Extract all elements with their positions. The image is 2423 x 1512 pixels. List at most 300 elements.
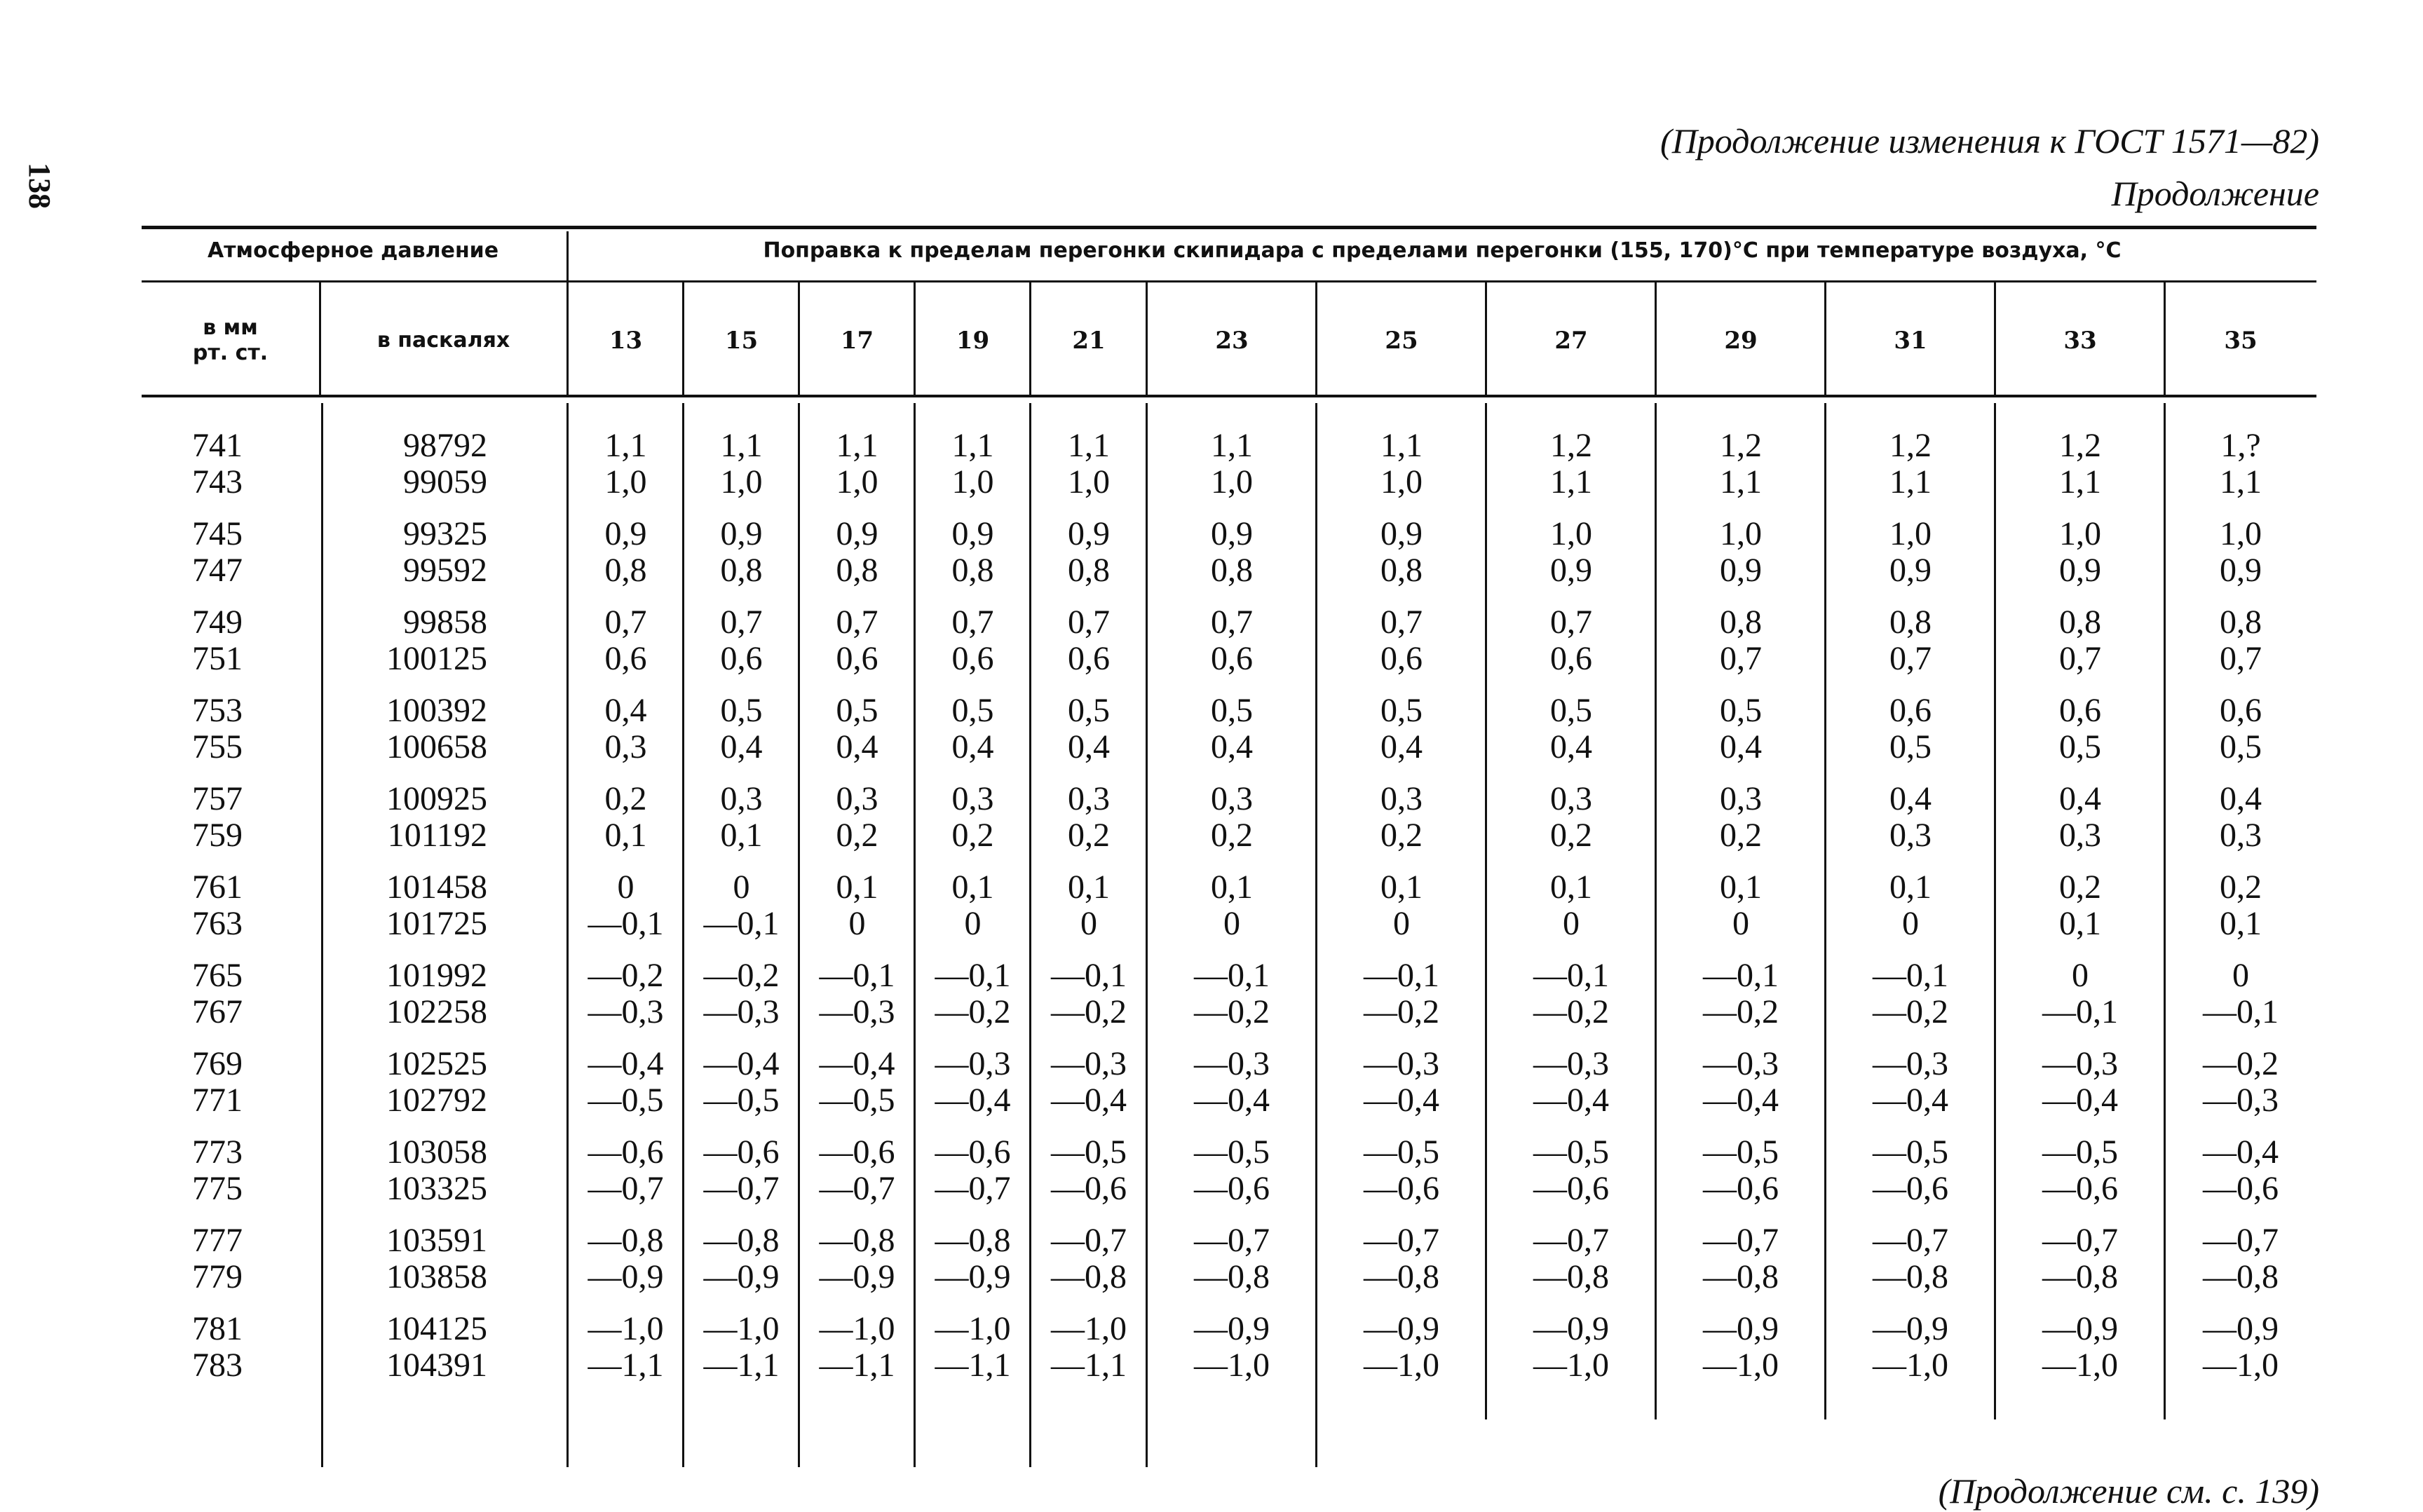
- correction-cell: —0,3: [2203, 1082, 2279, 1119]
- correction-cell: 0,7: [1211, 604, 1253, 641]
- correction-cell: —0,4: [819, 1045, 895, 1082]
- temperature-header: 25: [1385, 327, 1418, 355]
- column-temperature: [1486, 428, 1656, 1399]
- correction-cell: 0: [1902, 905, 1919, 942]
- correction-cell: 1,0: [2059, 515, 2101, 552]
- correction-cell: —0,7: [703, 1170, 780, 1207]
- correction-cell: 1,0: [2220, 515, 2262, 552]
- correction-cell: —1,0: [1364, 1347, 1439, 1384]
- row-group: [684, 958, 799, 1046]
- row-group: [1826, 693, 1995, 781]
- row-group: [1656, 1311, 1826, 1399]
- correction-cell: 0,4: [720, 728, 763, 765]
- row-group: [799, 1311, 915, 1399]
- pressure-pa-cell: 100658: [386, 728, 487, 765]
- temperature-header: 33: [2063, 327, 2097, 355]
- row-group: [1656, 958, 1826, 1046]
- pressure-mm-cell: 747: [192, 552, 243, 589]
- correction-cell: —0,6: [1703, 1170, 1779, 1207]
- correction-cell: —0,7: [588, 1170, 664, 1207]
- correction-cell: —0,5: [703, 1082, 780, 1119]
- pressure-pa-cell: 99592: [403, 552, 487, 589]
- correction-cell: —0,5: [1194, 1133, 1270, 1171]
- row-group: [799, 693, 915, 781]
- correction-cell: 1,1: [2059, 463, 2101, 500]
- row-group: [1995, 781, 2165, 869]
- pressure-mm-cell: 759: [192, 817, 243, 854]
- correction-cell: —0,7: [1703, 1222, 1779, 1259]
- correction-cell: —0,7: [1194, 1222, 1270, 1259]
- correction-cell: —0,4: [2042, 1082, 2118, 1119]
- continuation-note: (Продолжение см. с. 139): [1938, 1471, 2319, 1511]
- pressure-pa-cell: 101992: [386, 957, 487, 994]
- correction-cell: —0,1: [1533, 957, 1609, 994]
- correction-cell: 1,0: [1889, 515, 1932, 552]
- column-temperature: [1826, 428, 1995, 1399]
- row-group: [915, 958, 1031, 1046]
- correction-cell: 0: [1732, 905, 1749, 942]
- correction-cell: 0,8: [1380, 552, 1423, 589]
- pressure-pa-cell: 103058: [386, 1133, 487, 1171]
- temperature-header: 15: [724, 327, 759, 355]
- correction-cell: 1,1: [604, 427, 647, 464]
- correction-cell: 0,2: [1720, 817, 1762, 854]
- correction-cell: 0,6: [1889, 692, 1932, 729]
- row-group: [2165, 428, 2316, 516]
- correction-cell: —0,2: [1051, 993, 1127, 1030]
- column-mm-hg: [161, 428, 273, 1399]
- correction-cell: 0,2: [2220, 869, 2262, 906]
- row-group: [1995, 604, 2165, 693]
- row-group: [568, 869, 684, 958]
- row-group: [1031, 958, 1147, 1046]
- correction-cell: —1,0: [935, 1310, 1011, 1347]
- row-group: [1826, 604, 1995, 693]
- correction-cell: 0,4: [1211, 728, 1253, 765]
- row-group: [1486, 516, 1656, 604]
- row-group: [1147, 958, 1317, 1046]
- correction-cell: —0,2: [1194, 993, 1270, 1030]
- row-group: [915, 1222, 1031, 1311]
- correction-cell: 1,2: [1720, 427, 1762, 464]
- correction-cell: 0,7: [720, 604, 763, 641]
- row-group: [2165, 1311, 2316, 1399]
- correction-cell: 1,2: [1550, 427, 1592, 464]
- column-pascal: [330, 428, 487, 1399]
- correction-cell: 1,1: [1889, 463, 1932, 500]
- correction-cell: —0,6: [1364, 1170, 1439, 1207]
- row-group: [1826, 516, 1995, 604]
- pressure-pa-cell: 100925: [386, 780, 487, 817]
- correction-cell: 1,0: [951, 463, 994, 500]
- correction-cell: 0,7: [2059, 640, 2101, 677]
- row-group: [684, 1046, 799, 1134]
- row-group: [799, 781, 915, 869]
- correction-cell: —0,6: [703, 1133, 780, 1171]
- correction-cell: —1,0: [2203, 1347, 2279, 1384]
- correction-cell: —0,9: [1364, 1310, 1439, 1347]
- table-top-rule: [142, 226, 2316, 229]
- correction-cell: —0,1: [1364, 957, 1439, 994]
- correction-cell: —0,9: [935, 1258, 1011, 1295]
- row-group: [1317, 869, 1486, 958]
- pressure-mm-cell: 783: [192, 1347, 243, 1384]
- row-group: [568, 1046, 684, 1134]
- pressure-mm-cell: 751: [192, 640, 243, 677]
- pressure-mm-cell: 761: [192, 869, 243, 906]
- correction-cell: 0,6: [720, 640, 763, 677]
- row-group: [1317, 1134, 1486, 1222]
- row-group: [684, 869, 799, 958]
- correction-cell: 1,2: [2059, 427, 2101, 464]
- correction-cell: 0,8: [2059, 604, 2101, 641]
- correction-cell: 0,8: [1889, 604, 1932, 641]
- correction-cell: —0,7: [935, 1170, 1011, 1207]
- correction-cell: 1,1: [951, 427, 994, 464]
- correction-cell: —0,3: [1703, 1045, 1779, 1082]
- correction-cell: —1,1: [1051, 1347, 1127, 1384]
- correction-cell: —0,8: [588, 1222, 664, 1259]
- correction-cell: 0,7: [1068, 604, 1110, 641]
- pressure-pa-cell: 102258: [386, 993, 487, 1030]
- pressure-mm-cell: 765: [192, 957, 243, 994]
- correction-cell: 1,0: [720, 463, 763, 500]
- correction-cell: —0,1: [1051, 957, 1127, 994]
- correction-cell: —0,1: [588, 905, 664, 942]
- correction-cell: —0,8: [1194, 1258, 1270, 1295]
- row-group: [1826, 428, 1995, 516]
- correction-cell: —0,4: [1873, 1082, 1948, 1119]
- rule-temperature-header: [1146, 282, 1148, 395]
- correction-cell: —0,6: [2042, 1170, 2118, 1207]
- rule-temperature-header: [798, 282, 800, 395]
- correction-cell: —0,3: [1364, 1045, 1439, 1082]
- subheader-mm-line1: в мм: [203, 315, 258, 340]
- row-group: [161, 516, 273, 604]
- row-group: [684, 1134, 799, 1222]
- rule-temperature-header: [1655, 282, 1657, 395]
- correction-cell: 0,4: [2059, 780, 2101, 817]
- correction-cell: —0,4: [1364, 1082, 1439, 1119]
- pressure-mm-cell: 777: [192, 1222, 243, 1259]
- row-group: [1656, 516, 1826, 604]
- row-group: [1995, 958, 2165, 1046]
- column-temperature: [2165, 428, 2316, 1399]
- pressure-pa-cell: 101458: [386, 869, 487, 906]
- row-group: [330, 516, 487, 604]
- correction-cell: 0,9: [1889, 552, 1932, 589]
- row-group: [799, 1222, 915, 1311]
- pressure-pa-cell: 104125: [386, 1310, 487, 1347]
- header-correction: Поправка к пределам перегонки скипидара с пределами перегонки (155, 170)°С при температуре воздуха, °С: [763, 238, 2122, 263]
- rule-temperature-header: [2164, 282, 2166, 395]
- correction-cell: —0,9: [819, 1258, 895, 1295]
- temperature-header: 13: [609, 327, 643, 355]
- row-group: [1031, 428, 1147, 516]
- row-group: [1826, 781, 1995, 869]
- rule-temperature-header: [1994, 282, 1996, 395]
- correction-cell: 0,2: [1380, 817, 1423, 854]
- correction-cell: 1,1: [1380, 427, 1423, 464]
- correction-cell: —0,7: [1533, 1222, 1609, 1259]
- row-group: [1031, 604, 1147, 693]
- temperature-header: 35: [2224, 327, 2258, 355]
- row-group: [161, 1046, 273, 1134]
- row-group: [330, 958, 487, 1046]
- header-rule: [142, 280, 2316, 282]
- correction-cell: 0,5: [720, 692, 763, 729]
- row-group: [1147, 604, 1317, 693]
- correction-cell: —1,1: [703, 1347, 780, 1384]
- correction-cell: —0,4: [935, 1082, 1011, 1119]
- row-group: [1147, 516, 1317, 604]
- column-temperature: [799, 428, 915, 1399]
- header-pressure: Атмосферное давление: [207, 238, 499, 263]
- rule-temperature-header: [1315, 282, 1317, 395]
- correction-cell: 0,9: [836, 515, 878, 552]
- correction-cell: —0,9: [588, 1258, 664, 1295]
- correction-cell: 0,7: [1720, 640, 1762, 677]
- correction-cell: 0,1: [951, 869, 994, 906]
- correction-cell: 0,1: [1211, 869, 1253, 906]
- row-group: [1826, 1311, 1995, 1399]
- correction-cell: 0,3: [604, 728, 647, 765]
- correction-cell: —0,4: [1051, 1082, 1127, 1119]
- row-group: [330, 1222, 487, 1311]
- row-group: [1656, 604, 1826, 693]
- correction-cell: 1,1: [1720, 463, 1762, 500]
- correction-cell: 0,3: [1550, 780, 1592, 817]
- correction-cell: 0: [733, 869, 750, 906]
- row-group: [1031, 869, 1147, 958]
- row-group: [1147, 1222, 1317, 1311]
- correction-cell: 0,7: [836, 604, 878, 641]
- correction-cell: 1,1: [1068, 427, 1110, 464]
- row-group: [1031, 781, 1147, 869]
- row-group: [799, 958, 915, 1046]
- correction-cell: —0,2: [935, 993, 1011, 1030]
- row-group: [330, 781, 487, 869]
- row-group: [915, 604, 1031, 693]
- correction-cell: 0,4: [1380, 728, 1423, 765]
- correction-cell: —1,0: [1194, 1347, 1270, 1384]
- correction-cell: —0,9: [1533, 1310, 1609, 1347]
- correction-cell: —0,6: [1533, 1170, 1609, 1207]
- correction-cell: —0,1: [1194, 957, 1270, 994]
- row-group: [330, 604, 487, 693]
- correction-cell: —0,3: [1533, 1045, 1609, 1082]
- row-group: [684, 781, 799, 869]
- row-group: [915, 781, 1031, 869]
- correction-cell: 0,5: [1889, 728, 1932, 765]
- rule-temperature-header: [1029, 282, 1031, 395]
- row-group: [1486, 1134, 1656, 1222]
- correction-cell: —0,1: [1703, 957, 1779, 994]
- row-group: [2165, 1134, 2316, 1222]
- pressure-pa-cell: 101192: [387, 817, 487, 854]
- correction-cell: —0,9: [1873, 1310, 1948, 1347]
- correction-cell: —0,8: [819, 1222, 895, 1259]
- row-group: [1031, 1046, 1147, 1134]
- pressure-pa-cell: 99858: [403, 604, 487, 641]
- correction-cell: —0,6: [1873, 1170, 1948, 1207]
- row-group: [161, 781, 273, 869]
- correction-cell: 0,6: [1550, 640, 1592, 677]
- row-group: [2165, 693, 2316, 781]
- correction-cell: 0,7: [951, 604, 994, 641]
- pressure-mm-cell: 755: [192, 728, 243, 765]
- correction-cell: 0,9: [1068, 515, 1110, 552]
- correction-cell: —0,5: [1703, 1133, 1779, 1171]
- correction-cell: 0,7: [1550, 604, 1592, 641]
- correction-cell: 0: [1393, 905, 1410, 942]
- correction-cell: 0,9: [1720, 552, 1762, 589]
- column-temperature: [568, 428, 684, 1399]
- row-group: [915, 1046, 1031, 1134]
- row-group: [684, 1311, 799, 1399]
- rule-mm-pa: [321, 403, 323, 1467]
- correction-cell: 0,3: [951, 780, 994, 817]
- correction-cell: 0,5: [1380, 692, 1423, 729]
- correction-cell: 1,1: [1211, 427, 1253, 464]
- correction-cell: 0: [1080, 905, 1097, 942]
- pressure-pa-cell: 104391: [386, 1347, 487, 1384]
- correction-cell: 1,0: [1380, 463, 1423, 500]
- correction-cell: 0,9: [1380, 515, 1423, 552]
- correction-cell: 0,6: [2220, 692, 2262, 729]
- row-group: [799, 428, 915, 516]
- row-group: [1486, 1222, 1656, 1311]
- row-group: [1486, 781, 1656, 869]
- row-group: [1995, 1134, 2165, 1222]
- row-group: [161, 958, 273, 1046]
- correction-cell: —0,3: [2042, 1045, 2118, 1082]
- correction-cell: —0,2: [1364, 993, 1439, 1030]
- correction-cell: —1,0: [2042, 1347, 2118, 1384]
- correction-cell: 0,1: [720, 817, 763, 854]
- correction-cell: 0,1: [2059, 905, 2101, 942]
- correction-cell: 0,5: [1550, 692, 1592, 729]
- row-group: [684, 516, 799, 604]
- correction-cell: —0,2: [1703, 993, 1779, 1030]
- correction-cell: 0,6: [1068, 640, 1110, 677]
- correction-cell: —0,5: [1364, 1133, 1439, 1171]
- correction-cell: 0,7: [604, 604, 647, 641]
- temperature-header: 21: [1072, 327, 1106, 355]
- correction-cell: 1,0: [836, 463, 878, 500]
- row-group: [330, 1134, 487, 1222]
- correction-cell: 0,6: [836, 640, 878, 677]
- correction-cell: —0,1: [1873, 957, 1948, 994]
- correction-cell: 0,4: [1720, 728, 1762, 765]
- row-group: [915, 1134, 1031, 1222]
- row-group: [2165, 958, 2316, 1046]
- correction-cell: —0,6: [2203, 1170, 2279, 1207]
- temperature-header: 17: [840, 327, 874, 355]
- correction-cell: 0,9: [2220, 552, 2262, 589]
- correction-cell: 0,8: [604, 552, 647, 589]
- correction-cell: —0,2: [2203, 1045, 2279, 1082]
- correction-cell: —0,9: [703, 1258, 780, 1295]
- correction-cell: —1,0: [1703, 1347, 1779, 1384]
- correction-cell: —1,0: [1873, 1347, 1948, 1384]
- row-group: [1656, 693, 1826, 781]
- row-group: [1317, 428, 1486, 516]
- correction-cell: 0,7: [1889, 640, 1932, 677]
- correction-cell: 0,9: [604, 515, 647, 552]
- row-group: [568, 958, 684, 1046]
- row-group: [684, 428, 799, 516]
- row-group: [1147, 1134, 1317, 1222]
- row-group: [330, 1311, 487, 1399]
- rule-temperature-header: [914, 282, 916, 395]
- row-group: [330, 428, 487, 516]
- page-number: 138: [22, 163, 57, 209]
- column-temperature: [684, 428, 799, 1399]
- row-group: [684, 693, 799, 781]
- row-group: [2165, 516, 2316, 604]
- correction-cell: —0,8: [1533, 1258, 1609, 1295]
- correction-cell: 0,5: [2220, 728, 2262, 765]
- correction-cell: 0,6: [2059, 692, 2101, 729]
- pressure-mm-cell: 743: [192, 463, 243, 500]
- pressure-pa-cell: 103325: [386, 1170, 487, 1207]
- correction-cell: 0,1: [604, 817, 647, 854]
- correction-cell: —0,9: [2203, 1310, 2279, 1347]
- correction-cell: 0,5: [1211, 692, 1253, 729]
- pressure-pa-cell: 102792: [386, 1082, 487, 1119]
- correction-cell: —0,3: [1873, 1045, 1948, 1082]
- row-group: [1147, 1311, 1317, 1399]
- row-group: [161, 428, 273, 516]
- pressure-pa-cell: 101725: [386, 905, 487, 942]
- correction-cell: 0,3: [1380, 780, 1423, 817]
- row-group: [1995, 1046, 2165, 1134]
- correction-cell: —1,0: [1051, 1310, 1127, 1347]
- correction-cell: 0,1: [836, 869, 878, 906]
- row-group: [2165, 1046, 2316, 1134]
- correction-cell: —0,3: [588, 993, 664, 1030]
- row-group: [1031, 1222, 1147, 1311]
- row-group: [161, 604, 273, 693]
- row-group: [915, 693, 1031, 781]
- pressure-mm-cell: 775: [192, 1170, 243, 1207]
- row-group: [1995, 693, 2165, 781]
- correction-cell: 0,1: [1380, 869, 1423, 906]
- row-group: [1147, 1046, 1317, 1134]
- correction-cell: 0,2: [1211, 817, 1253, 854]
- rule-temperature-header: [1485, 282, 1487, 395]
- row-group: [1486, 1311, 1656, 1399]
- correction-cell: —0,7: [819, 1170, 895, 1207]
- correction-cell: —0,7: [1364, 1222, 1439, 1259]
- correction-cell: —1,1: [935, 1347, 1011, 1384]
- correction-cell: 0,3: [2220, 817, 2262, 854]
- subheader-mm-line2: рт. ст.: [192, 341, 269, 365]
- temperature-header: 27: [1554, 327, 1588, 355]
- correction-cell: —0,5: [819, 1082, 895, 1119]
- row-group: [1995, 428, 2165, 516]
- correction-cell: 0: [1223, 905, 1240, 942]
- row-group: [330, 693, 487, 781]
- row-group: [1656, 1134, 1826, 1222]
- row-group: [1995, 1311, 2165, 1399]
- correction-cell: —0,8: [1051, 1258, 1127, 1295]
- row-group: [1826, 958, 1995, 1046]
- correction-cell: 0,2: [1068, 817, 1110, 854]
- temperature-header: 29: [1724, 327, 1758, 355]
- correction-cell: 0,4: [1889, 780, 1932, 817]
